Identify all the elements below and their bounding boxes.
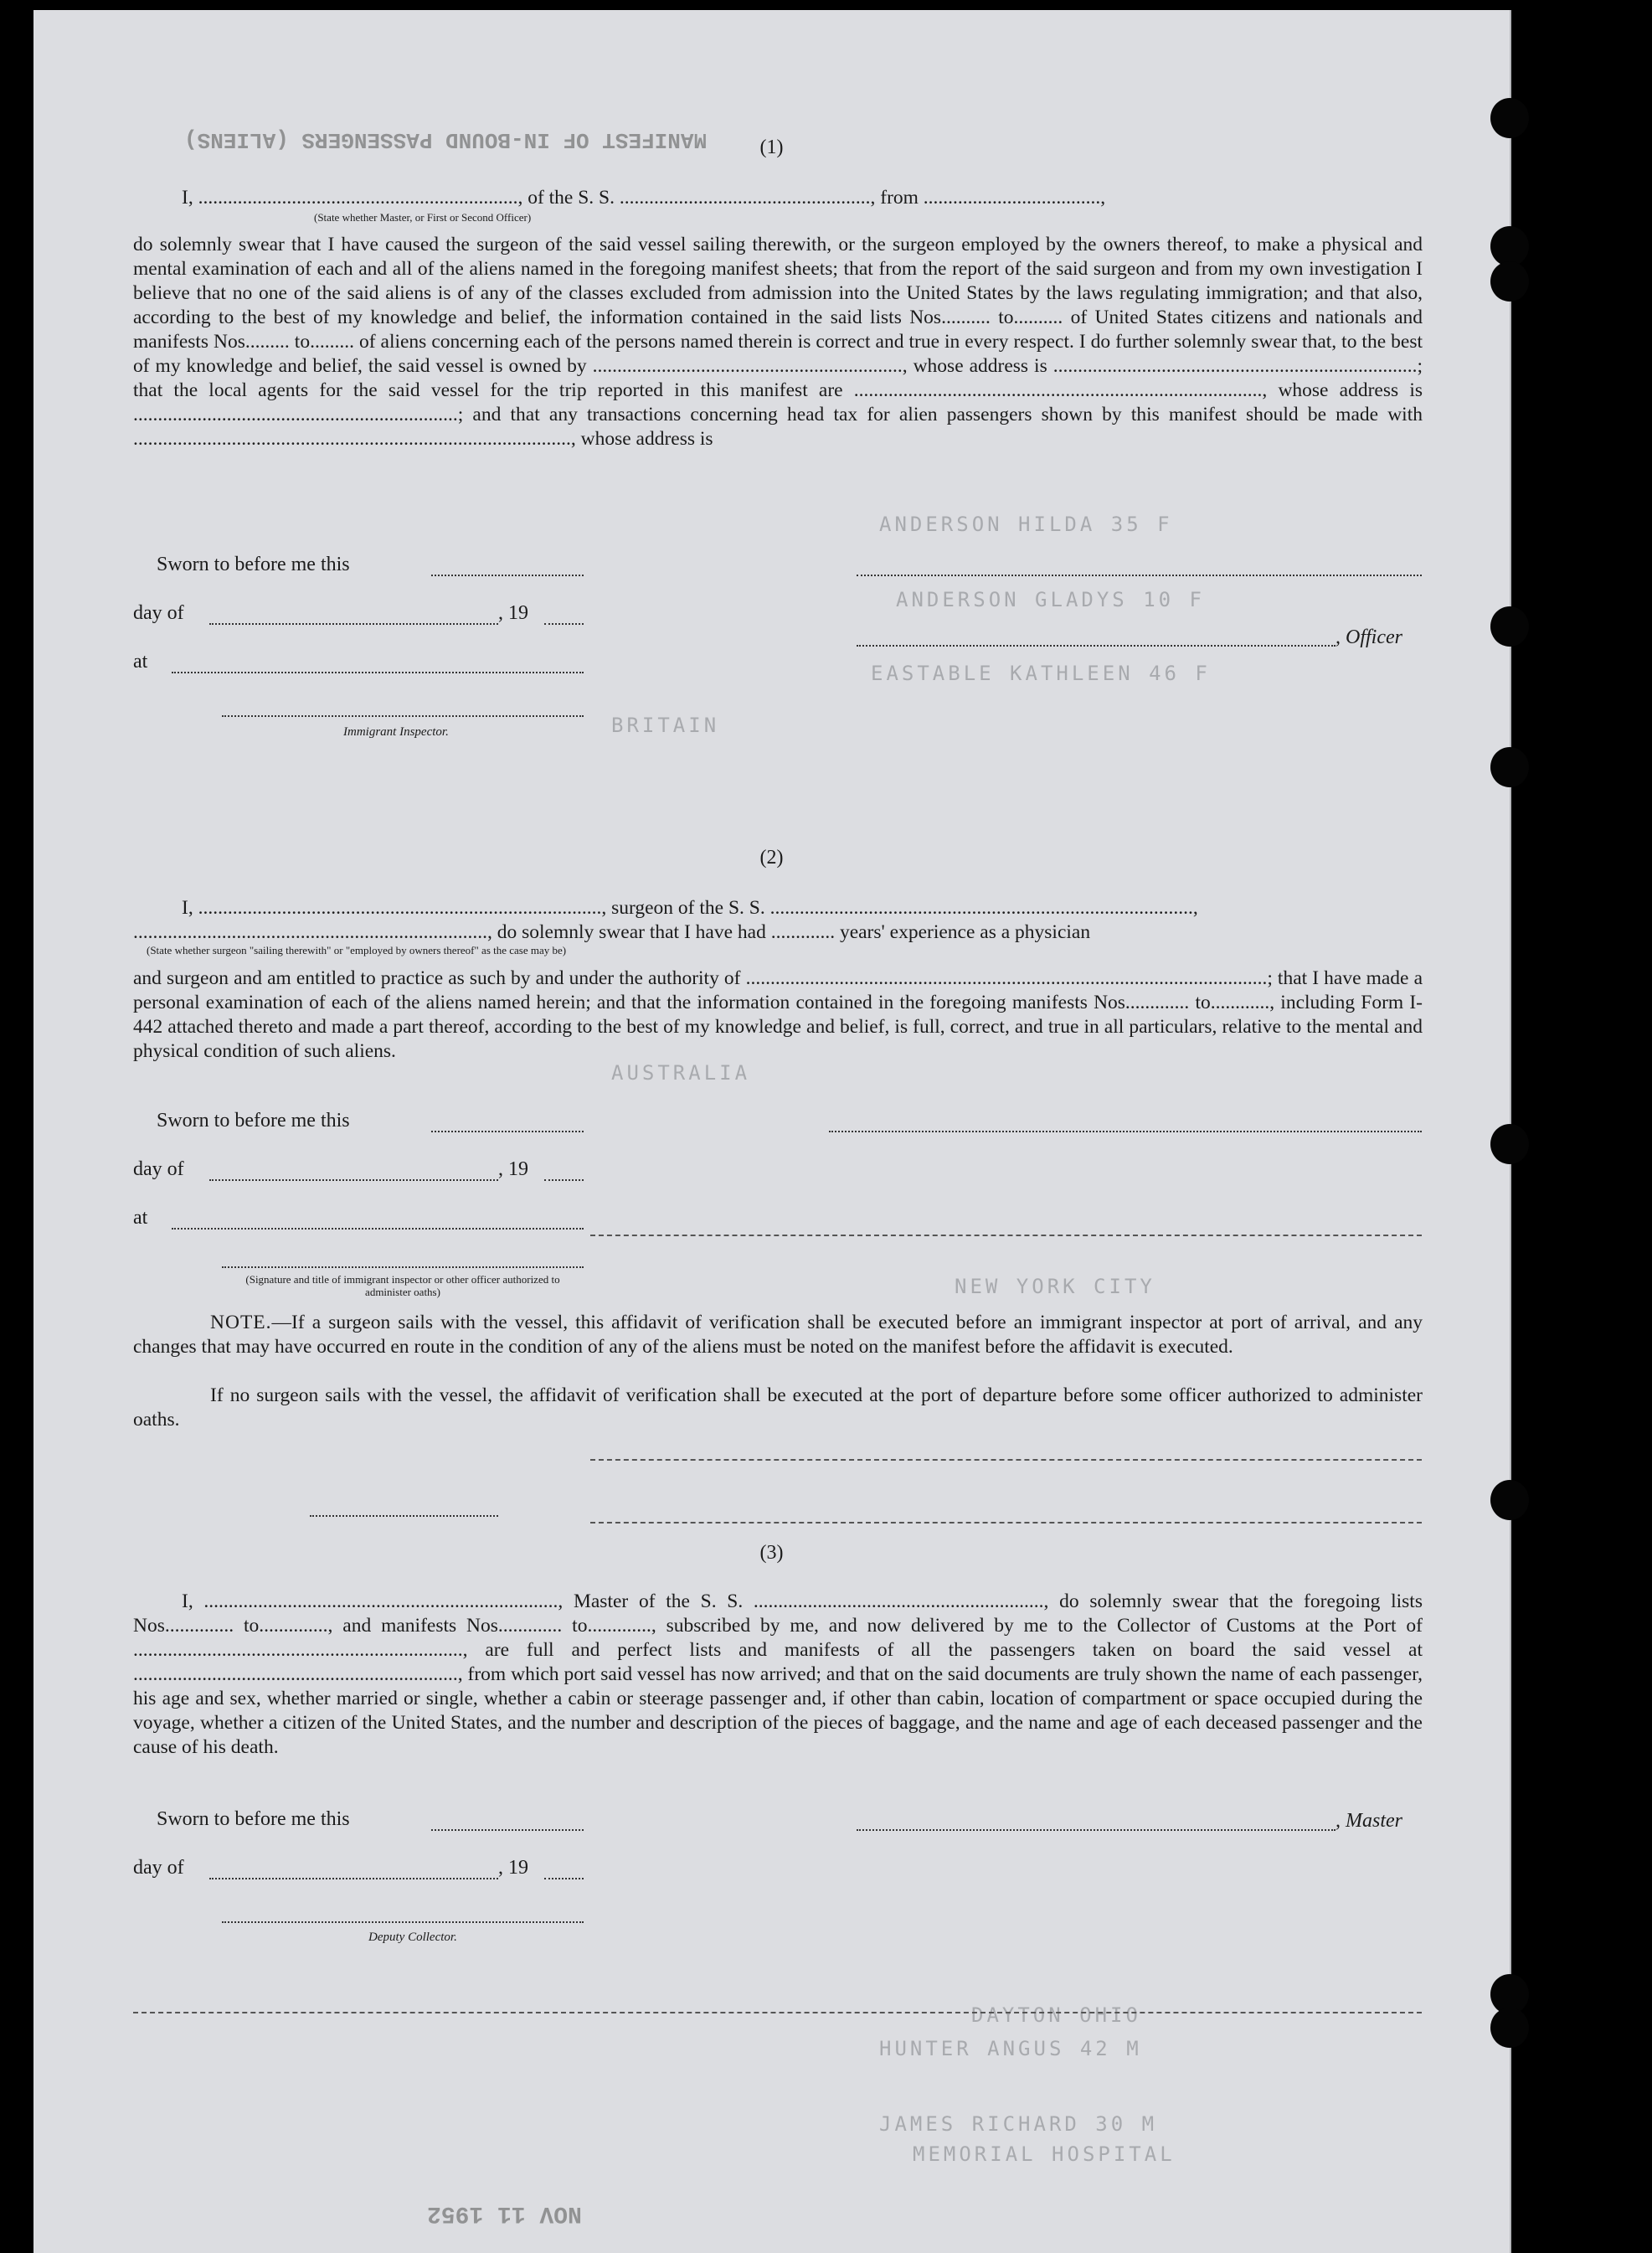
- day-of-line-3: [209, 1878, 498, 1879]
- bleed-line: NEW YORK CITY: [955, 1275, 1155, 1298]
- day-of-label-3: day of: [133, 1857, 184, 1879]
- note-heading: NOTE.: [210, 1312, 272, 1333]
- binder-hole: [1490, 1480, 1529, 1520]
- bleed-line: BRITAIN: [611, 714, 720, 737]
- signature-title-note: (Signature and title of immigrant inspector or other officer authorized to administer oaths): [245, 1273, 560, 1298]
- section-2-rule: [590, 1235, 1422, 1236]
- divider: [590, 1522, 1422, 1523]
- bleed-line: EASTABLE KATHLEEN 46 F: [871, 662, 1211, 685]
- section-2-body: and surgeon and am entitled to practice as such by and under the authority of ..........................................................................................................; that I have made a personal examination of each of the aliens named herein; and that the information contained in the foregoing manifests Nos............. to............, including Form I-442 attached thereto and made a part thereof, according to the best of my knowledge and belief, is full, correct, and true in all particulars, relative to the mental and physical condition of such aliens.: [133, 967, 1423, 1062]
- year-label-1: , 19: [498, 602, 528, 624]
- surgeon-signature-line: [829, 1131, 1422, 1132]
- year-line-1: [544, 623, 584, 625]
- dotted-mark: [310, 1515, 498, 1517]
- section-1-note: (State whether Master, or First or Second Officer): [314, 211, 532, 224]
- bottom-rule: [133, 2012, 1422, 2013]
- year-line-3: [544, 1878, 584, 1879]
- sworn-line-3: [431, 1829, 584, 1831]
- binder-hole: [1490, 226, 1529, 266]
- section-2-first-line: I, .................................................................................., surgeon of the S. S. ......................................................................................,: [182, 897, 1198, 919]
- sworn-label-1: Sworn to before me this: [157, 554, 350, 575]
- sworn-label-2: Sworn to before me this: [157, 1110, 350, 1132]
- binder-hole: [1490, 98, 1529, 138]
- bleed-line: ANDERSON GLADYS 10 F: [896, 588, 1205, 611]
- master-label: , Master: [1335, 1810, 1402, 1832]
- inspector-signature-line: [222, 715, 584, 717]
- bleed-line: ANDERSON HILDA 35 F: [879, 513, 1173, 536]
- section-3-body: I, ........................................................................, Master of the S. S. ..........................................................., do solemnly swear that the foregoing lists Nos.............. to.............., and manifests Nos............. to............., subscribed by me, and now delivered by me to the Collector of Customs at the Port of ..................................................................., are full and perfect lists and manifests of all the passengers taken on board the said vessel at .................................................................., from which port said vessel has now arrived; and that on the said documents are truly shown the name of each passenger, his age and sex, whether married or single, whether a cabin or steerage passenger and, if other than cabin, location of compartment or space occupied during the voyage, whether a citizen of the United States, and the number and description of the pieces of baggage, and the name and age of each deceased passenger and the cause of his death.: [133, 1591, 1423, 1758]
- day-of-label-1: day of: [133, 602, 184, 624]
- officer-signature-line: [857, 575, 1422, 576]
- officer-label: , Officer: [1335, 626, 1402, 648]
- day-of-label-2: day of: [133, 1158, 184, 1180]
- bleed-date-stamp: NOV 11 1952: [427, 2200, 582, 2226]
- binder-hole: [1490, 606, 1529, 647]
- binder-hole: [1490, 2008, 1529, 2048]
- at-label-2: at: [133, 1207, 148, 1229]
- note-text-1: —If a surgeon sails with the vessel, this affidavit of verification shall be executed before an immigrant inspector at port of arrival, and any changes that may have occurred en route in the condition of any of the aliens must be noted on the manifest before the affidavit is executed.: [133, 1312, 1423, 1358]
- section-2-number: (2): [759, 847, 784, 869]
- bleed-header: MANIFEST OF IN-BOUND PASSENGERS (ALIENS): [184, 127, 708, 152]
- binder-hole: [1490, 261, 1529, 302]
- note-paragraph: [133, 1311, 1423, 1359]
- year-label-2: , 19: [498, 1158, 528, 1180]
- section-1-first-line: I, ................................................................., of the S. S. ..................................................., from ....................................,: [182, 187, 1106, 209]
- binder-hole: [1490, 747, 1529, 787]
- deputy-collector-label: Deputy Collector.: [368, 1931, 457, 1944]
- bleed-line: JAMES RICHARD 30 M: [879, 2112, 1158, 2136]
- year-line-2: [544, 1179, 584, 1181]
- collector-signature-line: [222, 1921, 584, 1923]
- year-label-3: , 19: [498, 1857, 528, 1879]
- bleed-line: MEMORIAL HOSPITAL: [913, 2142, 1176, 2166]
- bleed-line: DAYTON OHIO: [971, 2003, 1141, 2027]
- at-line-2: [172, 1228, 584, 1230]
- day-of-line-1: [209, 623, 498, 625]
- note-paragraph-2: If no surgeon sails with the vessel, the affidavit of verification shall be executed at the port of departure before some officer authorized to administer oaths.: [133, 1384, 1423, 1431]
- manifest-page: [33, 10, 1511, 2253]
- signature-line-2: [222, 1266, 584, 1268]
- day-of-line-2: [209, 1179, 498, 1181]
- master-signature-line: [857, 1829, 1335, 1831]
- at-line-1: [172, 672, 584, 673]
- officer-line: [857, 645, 1335, 647]
- binder-hole: [1490, 1124, 1529, 1164]
- section-2-second-line: ........................................................................, do solemnly swear that I have had ............. years' experience as a physician: [133, 921, 1091, 943]
- section-1-body: do solemnly swear that I have caused the surgeon of the said vessel sailing therewith, or the surgeon employed by the owners thereof, to make a physical and mental examination of each and all of the aliens named in the foregoing manifest sheets; that from the report of the said surgeon and from my own investigation I believe that no one of the said aliens is of any of the classes excluded from admission into the United States by the laws regulating immigration; and that also, according to the best of my knowledge and belief, the information contained in the said lists Nos.......... to.......... of United States citizens and nationals and manifests Nos......... to......... of aliens concerning each of the persons named therein is correct and true in every respect. I do further solemnly swear that, to the best of my knowledge and belief, the said vessel is owned by ..............................................................., whose address is ..........................................................................; that the local agents for the said vessel for the trip reported in this manifest are ..................................................................................., whose address is ..................................................................; and that any transactions concerning head tax for alien passengers shown by this manifest should be made with ........................................................................................., whose address is: [133, 234, 1423, 450]
- sworn-line-1: [431, 575, 584, 576]
- divider: [590, 1459, 1422, 1461]
- section-1-number: (1): [759, 137, 784, 158]
- at-label-1: at: [133, 651, 148, 673]
- immigrant-inspector-label: Immigrant Inspector.: [343, 725, 449, 739]
- section-3-number: (3): [759, 1542, 784, 1564]
- sworn-label-3: Sworn to before me this: [157, 1808, 350, 1830]
- sworn-line-2: [431, 1131, 584, 1132]
- section-2-note: (State whether surgeon "sailing therewith" or "employed by owners thereof" as the case may be): [147, 944, 567, 956]
- bleed-line: AUSTRALIA: [611, 1061, 751, 1085]
- bleed-line: HUNTER ANGUS 42 M: [879, 2037, 1142, 2060]
